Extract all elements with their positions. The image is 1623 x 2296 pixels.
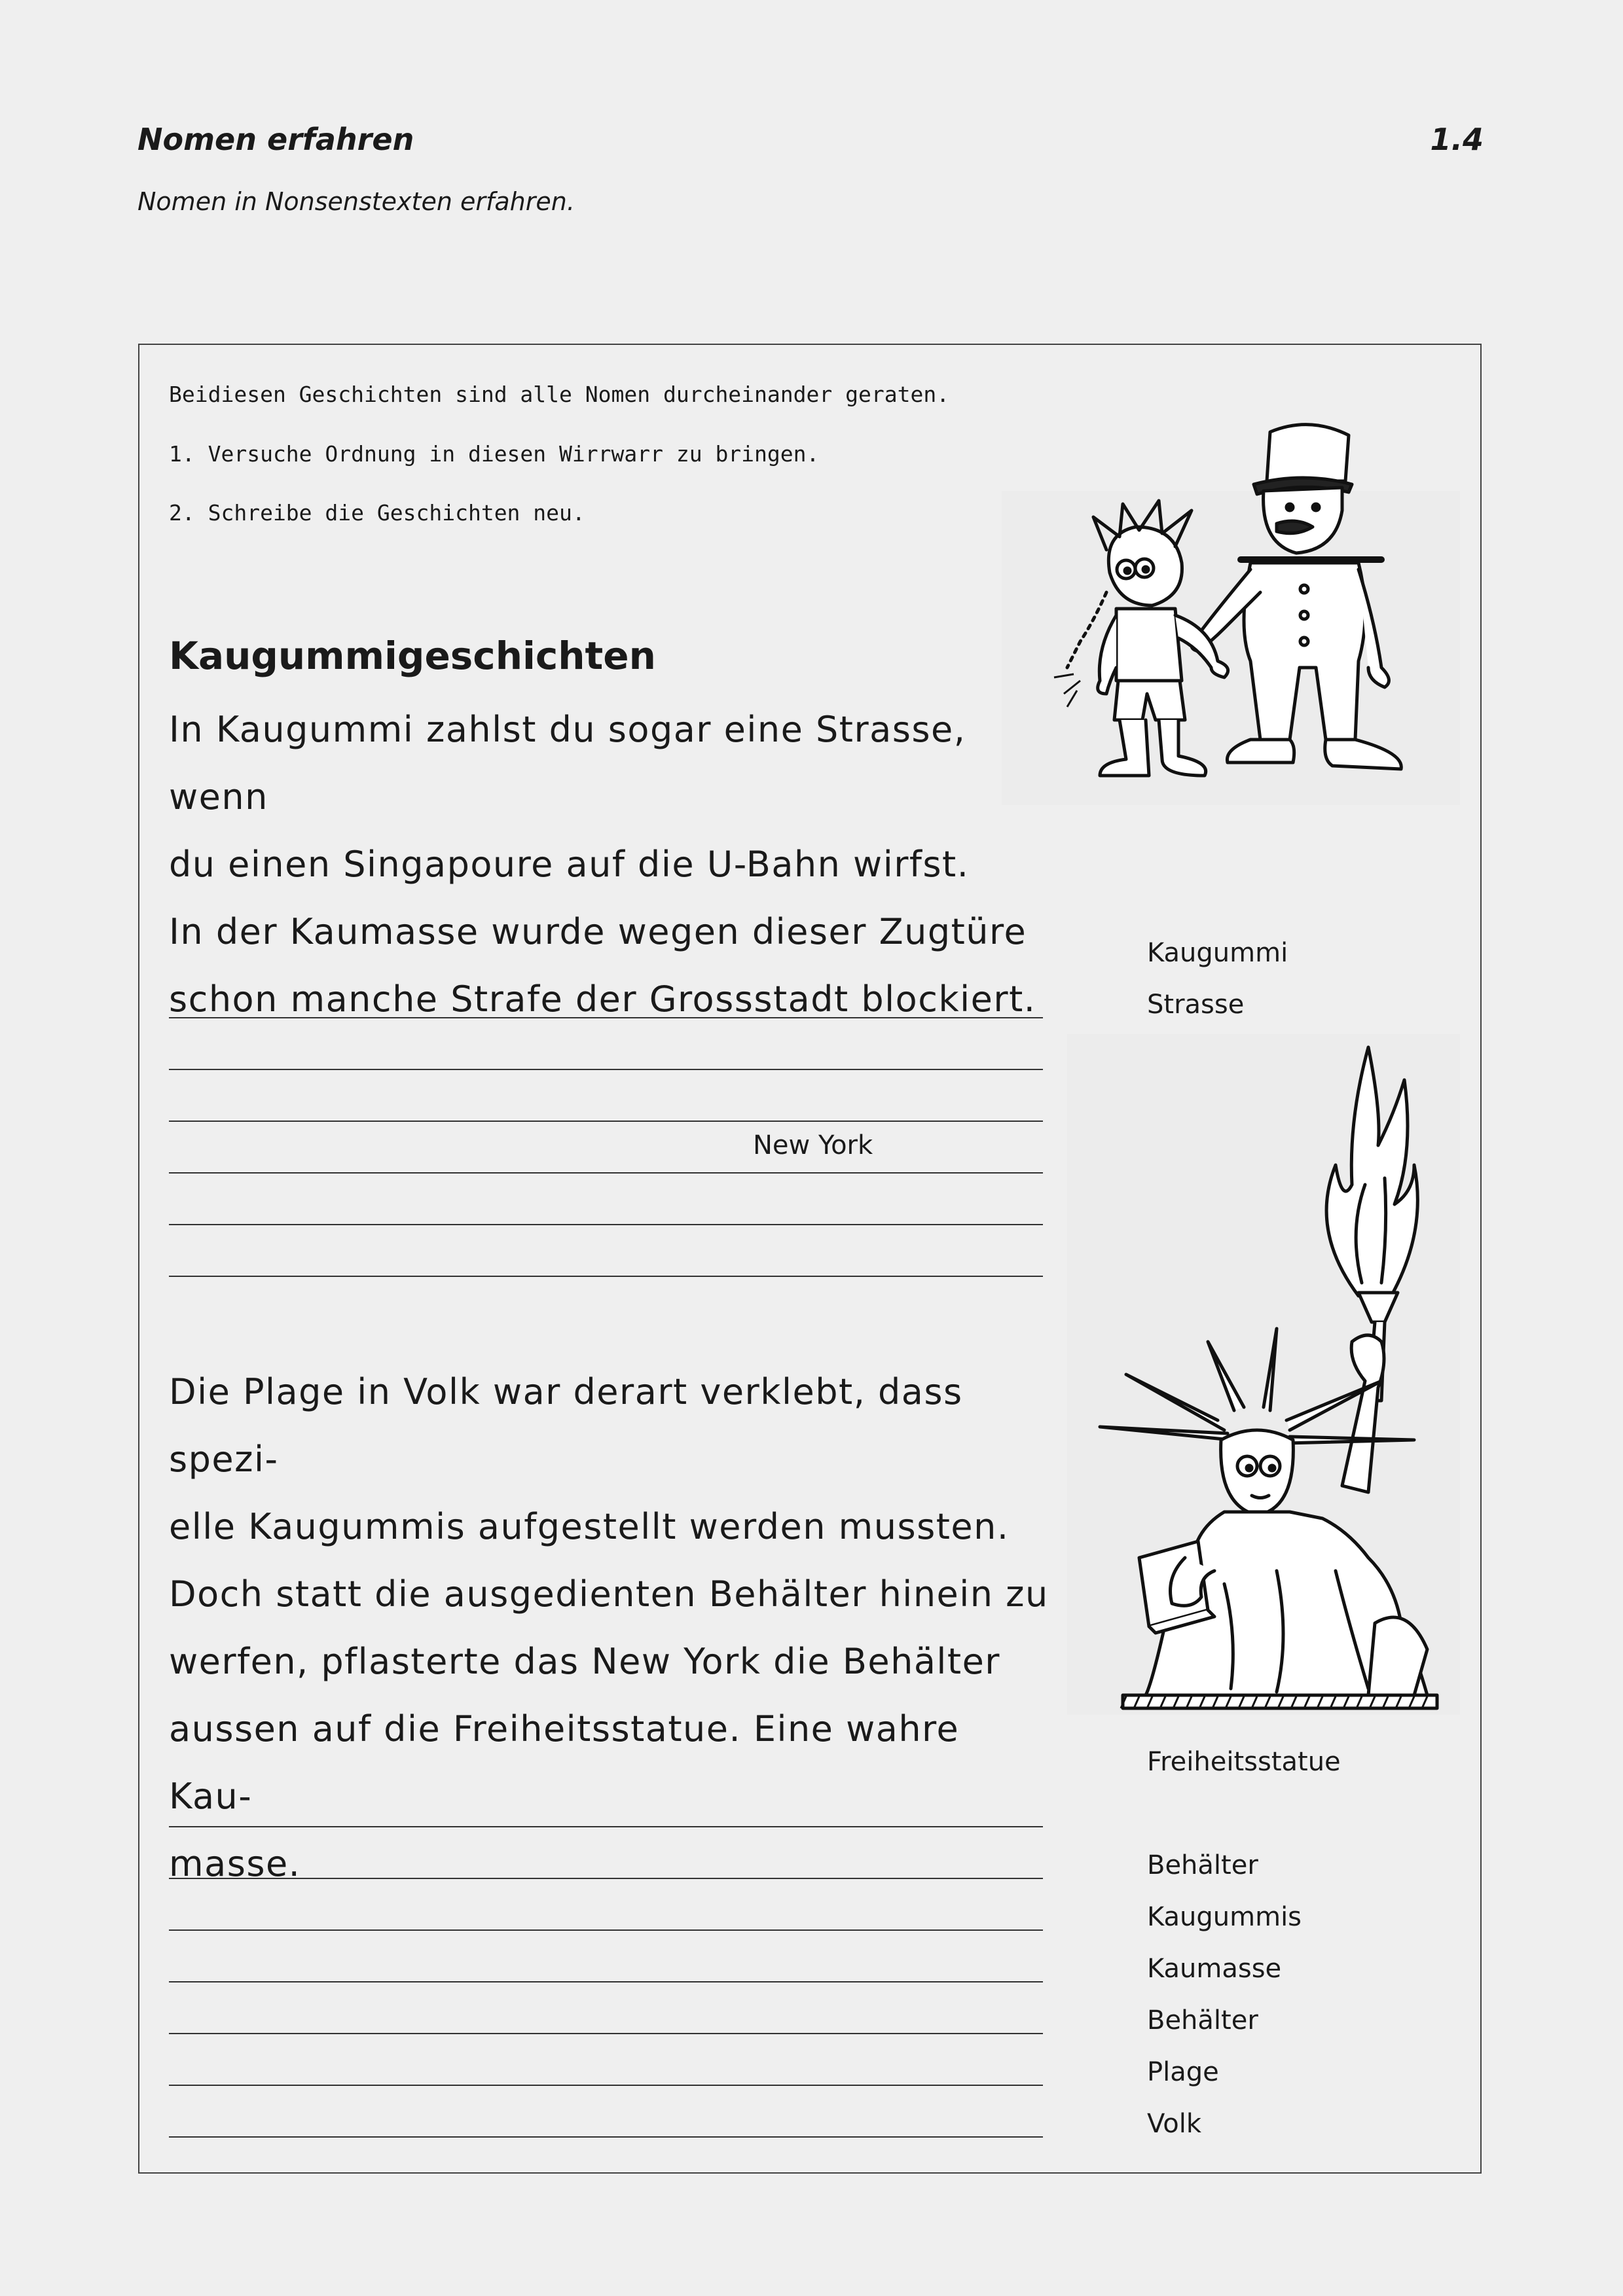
worksheet-number: 1.4 bbox=[1430, 122, 1484, 157]
writing-line[interactable] bbox=[169, 1276, 1043, 1277]
worksheet-title: Nomen erfahren bbox=[137, 122, 414, 157]
noun-word: Behälter bbox=[1147, 2005, 1258, 2036]
noun-word: Kaugummi bbox=[1147, 938, 1288, 968]
noun-word: Behälter bbox=[1147, 1850, 1258, 1880]
story-1-line: In Kaugummi zahlst du sogar eine Strasse, wenn bbox=[169, 709, 966, 817]
writing-line[interactable] bbox=[169, 1826, 1043, 1827]
story-1-text bbox=[169, 696, 1049, 1033]
noun-word: Kaugummis bbox=[1147, 1902, 1302, 1932]
writing-line[interactable] bbox=[169, 1878, 1043, 1879]
story-2-line: Doch statt die ausgedienten Behälter hinein zu bbox=[169, 1573, 1049, 1615]
noun-word: Freiheitsstatue bbox=[1147, 1747, 1341, 1777]
noun-word: Volk bbox=[1147, 2109, 1202, 2139]
writing-line[interactable] bbox=[169, 2136, 1043, 2138]
writing-line[interactable] bbox=[169, 1017, 1043, 1018]
story-2-line: werfen, pflasterte das New York die Behälter bbox=[169, 1641, 1001, 1682]
writing-line[interactable] bbox=[169, 1172, 1043, 1174]
writing-line[interactable] bbox=[169, 1069, 1043, 1070]
story-2-line: Die Plage in Volk war derart verklebt, dass spezi- bbox=[169, 1371, 963, 1480]
instruction-step-2: 2. Schreibe die Geschichten neu. bbox=[169, 500, 585, 526]
statue-of-liberty-illustration bbox=[1061, 1034, 1467, 1721]
story-1-line: schon manche Strafe der Grossstadt blockiert. bbox=[169, 978, 1036, 1020]
noun-word: Strasse bbox=[1147, 990, 1245, 1020]
story-1-line: du einen Singapoure auf die U-Bahn wirfst. bbox=[169, 844, 970, 885]
noun-word: Plage bbox=[1147, 2057, 1219, 2087]
writing-line[interactable] bbox=[169, 1929, 1043, 1931]
story-2-text bbox=[169, 1358, 1049, 1897]
story-2-line: elle Kaugummis aufgestellt werden mussten. bbox=[169, 1506, 1010, 1547]
story-2-line: aussen auf die Freiheitsstatue. Eine wahre Kau- bbox=[169, 1708, 960, 1817]
writing-line[interactable] bbox=[169, 2085, 1043, 2086]
story-2-line: masse. bbox=[169, 1843, 301, 1884]
worksheet-subtitle: Nomen in Nonsenstexten erfahren. bbox=[137, 187, 575, 216]
writing-line[interactable] bbox=[169, 2033, 1043, 2034]
instruction-intro: Beidiesen Geschichten sind alle Nomen durcheinander geraten. bbox=[169, 382, 950, 407]
noun-word: Kaumasse bbox=[1147, 1954, 1282, 1984]
writing-line[interactable] bbox=[169, 1224, 1043, 1225]
boy-and-policeman-illustration bbox=[1002, 419, 1460, 812]
story-1-line: In der Kaumasse wurde wegen dieser Zugtüre bbox=[169, 911, 1027, 952]
instruction-step-1: 1. Versuche Ordnung in diesen Wirrwarr zu bringen. bbox=[169, 441, 820, 467]
writing-line[interactable] bbox=[169, 1121, 1043, 1122]
inline-noun: New York bbox=[753, 1130, 873, 1160]
story-title: Kaugummigeschichten bbox=[169, 634, 656, 678]
writing-line[interactable] bbox=[169, 1981, 1043, 1982]
